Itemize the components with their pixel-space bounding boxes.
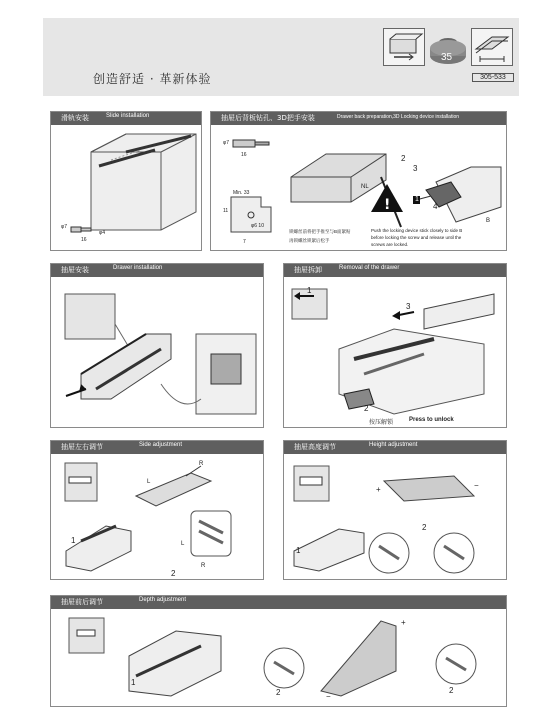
note-en-2: before locking the screw and release until the xyxy=(371,235,462,240)
panel-side-adjustment xyxy=(50,440,264,580)
panel-title: 抽屉安装 xyxy=(61,266,89,274)
panel-depth-adjustment xyxy=(50,595,507,707)
label-3: 3 xyxy=(413,164,418,173)
dim-16: 16 xyxy=(241,152,247,158)
dim-nl: NL xyxy=(361,184,369,190)
side-label-l: L xyxy=(147,479,151,485)
panel-height-adjustment xyxy=(283,440,507,580)
panel-drawer-removal xyxy=(283,263,507,428)
unlock-en: Press to unlock xyxy=(409,417,454,423)
dim-d: φ4 xyxy=(99,230,106,236)
removal-illustration xyxy=(284,264,507,428)
unlock-cn: 按压解锁 xyxy=(369,420,394,426)
depth-step-2a: 2 xyxy=(276,688,281,697)
panel-drawer-installation xyxy=(50,263,264,428)
depth-minus: − xyxy=(326,692,331,701)
removal-step-3: 3 xyxy=(406,302,411,311)
panel-title: 滑轨安装 xyxy=(61,114,89,122)
height-step-2: 2 xyxy=(422,523,427,532)
panel-subtitle: Drawer back preparation,3D Locking device installation xyxy=(337,114,460,120)
side-step-2: 2 xyxy=(171,569,176,578)
note-en-1: Push the locking device stick closely to side B xyxy=(371,228,463,233)
dim-phi: φ7 xyxy=(61,224,68,230)
dim-11: 11 xyxy=(223,208,229,214)
cabinet-illustration xyxy=(51,112,202,251)
size-range: 305-533 xyxy=(472,73,514,82)
height-step-1: 1 xyxy=(296,546,301,555)
note-cn-2: 再锁螺丝锁紧后松手 xyxy=(289,238,330,243)
height-minus: − xyxy=(474,481,479,490)
height-adjust-illustration xyxy=(284,441,507,580)
dim-phi6: φ6 10 xyxy=(251,223,264,229)
panel-title: 抽屉高度调节 xyxy=(294,443,336,451)
panel-back-preparation xyxy=(210,111,507,251)
drawer-install-illustration xyxy=(51,264,264,428)
depth-plus: + xyxy=(401,618,406,627)
load-rating-number: 35 xyxy=(441,52,453,63)
depth-step-2b: 2 xyxy=(449,686,454,695)
back-prep-illustration xyxy=(211,112,507,251)
panel-title: 抽屉前后调节 xyxy=(61,598,103,606)
side-adjust-illustration xyxy=(51,441,264,580)
note-en-3: screws are locked. xyxy=(371,242,409,247)
panel-title: 抽屉后背板钻孔、3D把手安装 xyxy=(221,114,315,122)
panel-subtitle: Side adjustment xyxy=(139,442,183,448)
label-b: B xyxy=(486,218,491,224)
length-range-icon xyxy=(471,28,513,66)
dim-len: 16 xyxy=(81,237,87,243)
panel-slide-installation xyxy=(50,111,202,251)
header-banner xyxy=(43,18,519,96)
panel-title: 抽屉拆卸 xyxy=(294,266,322,274)
side-step-1: 1 xyxy=(71,536,76,545)
header-title: 创造舒适 · 革新体验 xyxy=(93,72,212,86)
removal-step-1: 1 xyxy=(307,286,312,295)
side-label-r2: R xyxy=(201,563,206,569)
panel-subtitle: Slide installation xyxy=(106,113,150,119)
panel-subtitle: Height adjustment xyxy=(369,442,418,448)
height-plus: + xyxy=(376,485,381,494)
panel-subtitle: Removal of the drawer xyxy=(339,265,400,271)
svg-text:!: ! xyxy=(384,197,391,213)
note-cn-1: 锁螺丝前将把手推至与B面紧贴 xyxy=(289,229,351,234)
dim-7: 7 xyxy=(243,239,246,245)
panel-subtitle: Drawer installation xyxy=(113,265,163,271)
label-4: 4 xyxy=(433,202,438,211)
dim-min: Min. 33 xyxy=(233,190,250,196)
side-label-r: R xyxy=(199,461,204,467)
side-label-l2: L xyxy=(181,541,185,547)
panel-title: 抽屉左右调节 xyxy=(61,443,103,451)
dim-phi: φ7 xyxy=(223,140,230,146)
depth-step-1: 1 xyxy=(131,678,136,687)
drawer-slide-icon xyxy=(383,28,425,66)
removal-step-2: 2 xyxy=(364,404,369,413)
step-num: 1 xyxy=(415,196,419,203)
panel-subtitle: Depth adjustment xyxy=(139,597,187,603)
label-2: 2 xyxy=(401,154,406,163)
